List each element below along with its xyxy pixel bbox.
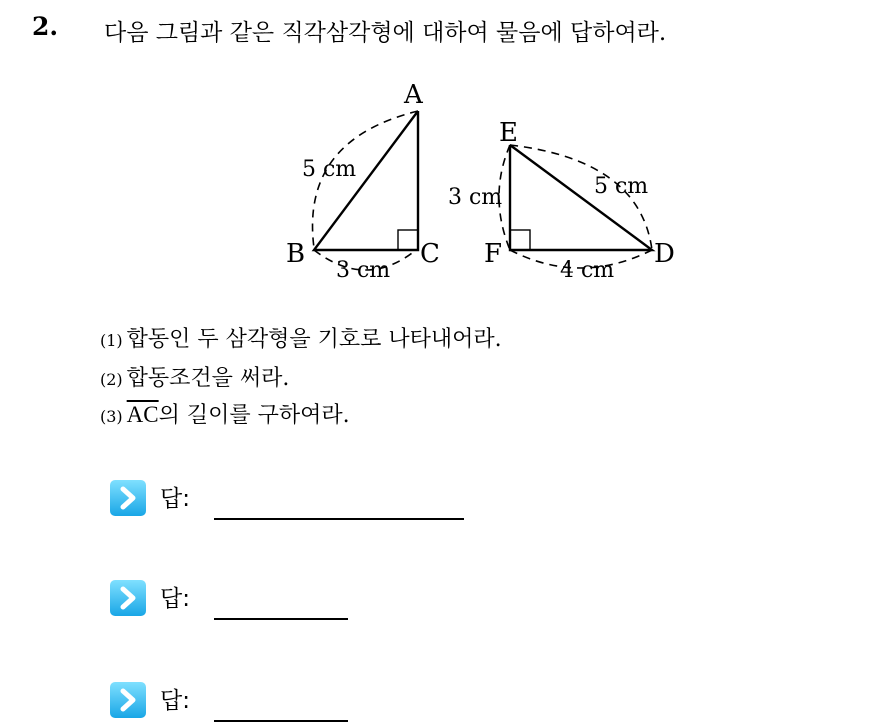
answer-blank-3[interactable] <box>214 720 348 722</box>
vertex-a: A <box>404 80 423 110</box>
chevron-right-icon <box>110 480 146 516</box>
label-ef: 3 cm <box>448 185 503 210</box>
triangle-efd <box>448 118 675 283</box>
subquestion-text: 의 길이를 구하여라. <box>158 403 350 428</box>
vertex-e: E <box>499 118 518 148</box>
vertex-f: F <box>484 239 503 269</box>
answer-blank-1[interactable] <box>214 518 464 520</box>
vertex-b: B <box>286 239 306 269</box>
vertex-d: D <box>654 239 675 269</box>
chevron-right-icon <box>110 580 146 616</box>
right-angle-f <box>510 230 530 250</box>
question-text: 다음 그림과 같은 직각삼각형에 대하여 물음에 답하여라. <box>104 20 667 46</box>
answer-label: 답: <box>160 688 190 714</box>
subquestion-1 <box>100 322 502 353</box>
question-number: 2. <box>32 12 59 41</box>
answer-blank-2[interactable] <box>214 618 348 620</box>
subquestion-text: 합동인 두 삼각형을 기호로 나타내어라. <box>126 327 502 352</box>
subquestion-2 <box>100 361 289 392</box>
vertex-c: C <box>420 239 440 269</box>
subquestion-number: (3) <box>100 407 123 426</box>
triangle-abc <box>286 80 440 283</box>
right-angle-c <box>398 230 418 250</box>
subquestion-number: (2) <box>100 370 123 389</box>
chevron-right-icon <box>110 682 146 718</box>
answer-label: 답: <box>160 486 190 512</box>
subquestion-text: 합동조건을 써라. <box>126 366 290 391</box>
label-fd: 4 cm <box>560 258 615 283</box>
label-ab: 5 cm <box>302 157 357 182</box>
subquestion-number: (1) <box>100 331 123 350</box>
label-bc: 3 cm <box>336 258 391 283</box>
answer-label: 답: <box>160 586 190 612</box>
subquestion-3 <box>100 398 350 429</box>
segment-ac: $\overline{AC}$ <box>126 402 159 427</box>
label-ed: 5 cm <box>594 174 649 199</box>
